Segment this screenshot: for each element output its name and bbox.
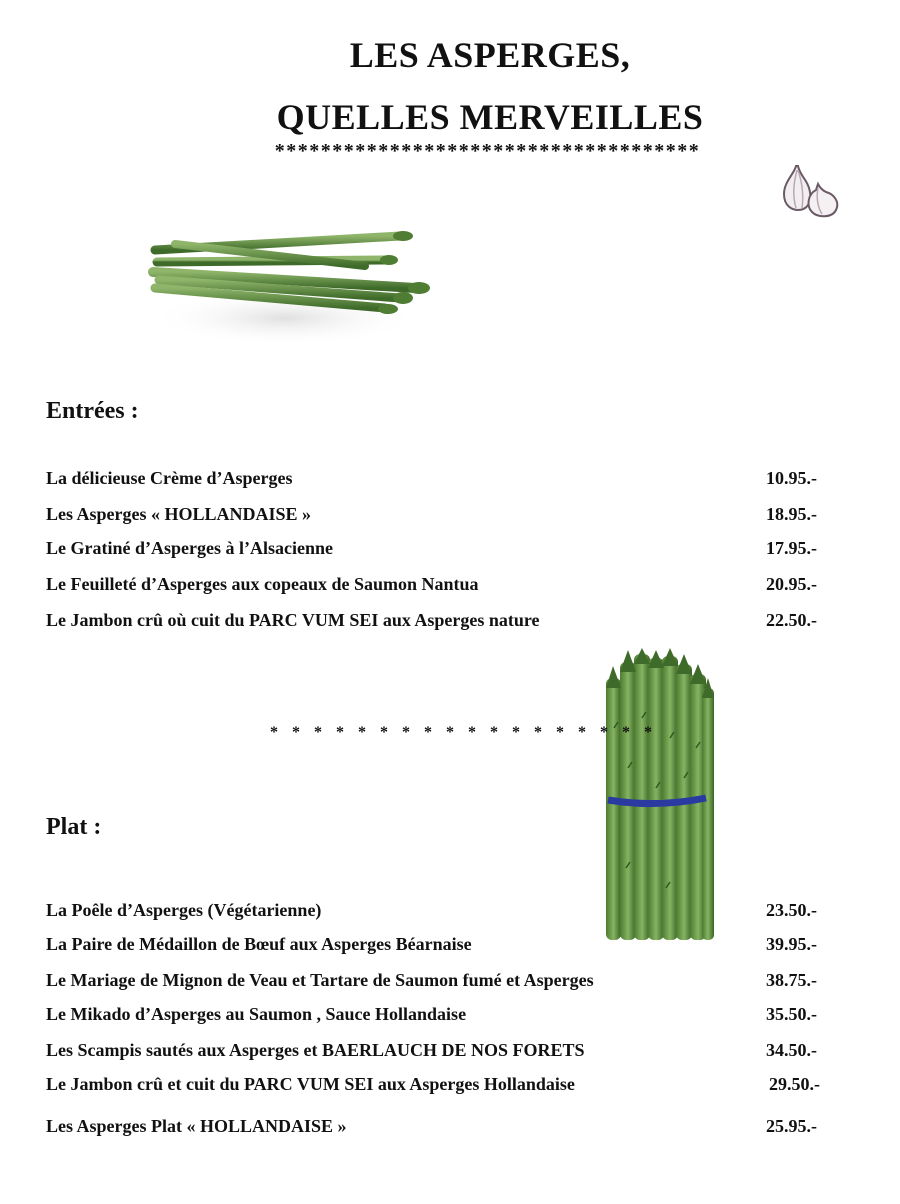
menu-item — [46, 1004, 836, 1028]
menu-item-name: Le Gratiné d’Asperges à l’Alsacienne — [46, 538, 333, 558]
menu-item-price: 20.95.- — [766, 574, 817, 594]
menu-item-name: La Poêle d’Asperges (Végétarienne) — [46, 900, 322, 920]
menu-item — [46, 504, 836, 528]
menu-item-name: Le Jambon crû où cuit du PARC VUM SEI aux Asperges nature — [46, 610, 540, 630]
menu-item — [46, 610, 836, 634]
entrees-heading: Entrées : — [46, 398, 139, 424]
menu-item — [46, 934, 836, 958]
menu-item-price: 25.95.- — [766, 1116, 817, 1136]
section-separator: * * * * * * * * * * * * * * * * * * — [270, 724, 657, 741]
menu-item — [46, 900, 836, 924]
menu-item-price: 23.50.- — [766, 900, 817, 920]
menu-item-name: La délicieuse Crème d’Asperges — [46, 468, 293, 488]
menu-item — [46, 970, 836, 994]
menu-item-price: 35.50.- — [766, 1004, 817, 1024]
page-title-line1: LES ASPERGES, — [349, 35, 631, 75]
menu-item-price: 17.95.- — [766, 538, 817, 558]
menu-item-name: La Paire de Médaillon de Bœuf aux Asperges Béarnaise — [46, 934, 472, 954]
menu-item-name: Le Feuilleté d’Asperges aux copeaux de Saumon Nantua — [46, 574, 479, 594]
menu-item-name: Le Mariage de Mignon de Veau et Tartare de Saumon fumé et Asperges — [46, 970, 594, 990]
menu-item-price: 22.50.- — [766, 610, 817, 630]
garlic-illustration — [778, 160, 842, 224]
page-title-line2: QUELLES MERVEILLES — [276, 97, 704, 137]
menu-item-price: 39.95.- — [766, 934, 817, 954]
menu-item — [46, 538, 836, 562]
menu-item-price: 38.75.- — [766, 970, 817, 990]
asparagus-bundle-illustration — [145, 222, 435, 362]
menu-item-name: Les Scampis sautés aux Asperges et BAERLAUCH DE NOS FORETS — [46, 1040, 585, 1060]
menu-item-price: 29.50.- — [769, 1074, 820, 1094]
menu-item-price: 18.95.- — [766, 504, 817, 524]
menu-item-price: 34.50.- — [766, 1040, 817, 1060]
menu-item-name: Les Asperges Plat « HOLLANDAISE » — [46, 1116, 347, 1136]
menu-item — [46, 1116, 836, 1140]
menu-item — [46, 1074, 836, 1098]
menu-item-price: 10.95.- — [766, 468, 817, 488]
menu-item — [46, 1040, 836, 1064]
menu-item-name: Les Asperges « HOLLANDAISE » — [46, 504, 312, 524]
title-divider: ************************************* — [274, 140, 701, 162]
plat-heading: Plat : — [46, 814, 102, 840]
menu-item-name: Le Jambon crû et cuit du PARC VUM SEI aux Asperges Hollandaise — [46, 1074, 575, 1094]
menu-item — [46, 468, 836, 492]
menu-item — [46, 574, 836, 598]
menu-item-name: Le Mikado d’Asperges au Saumon , Sauce Hollandaise — [46, 1004, 467, 1024]
